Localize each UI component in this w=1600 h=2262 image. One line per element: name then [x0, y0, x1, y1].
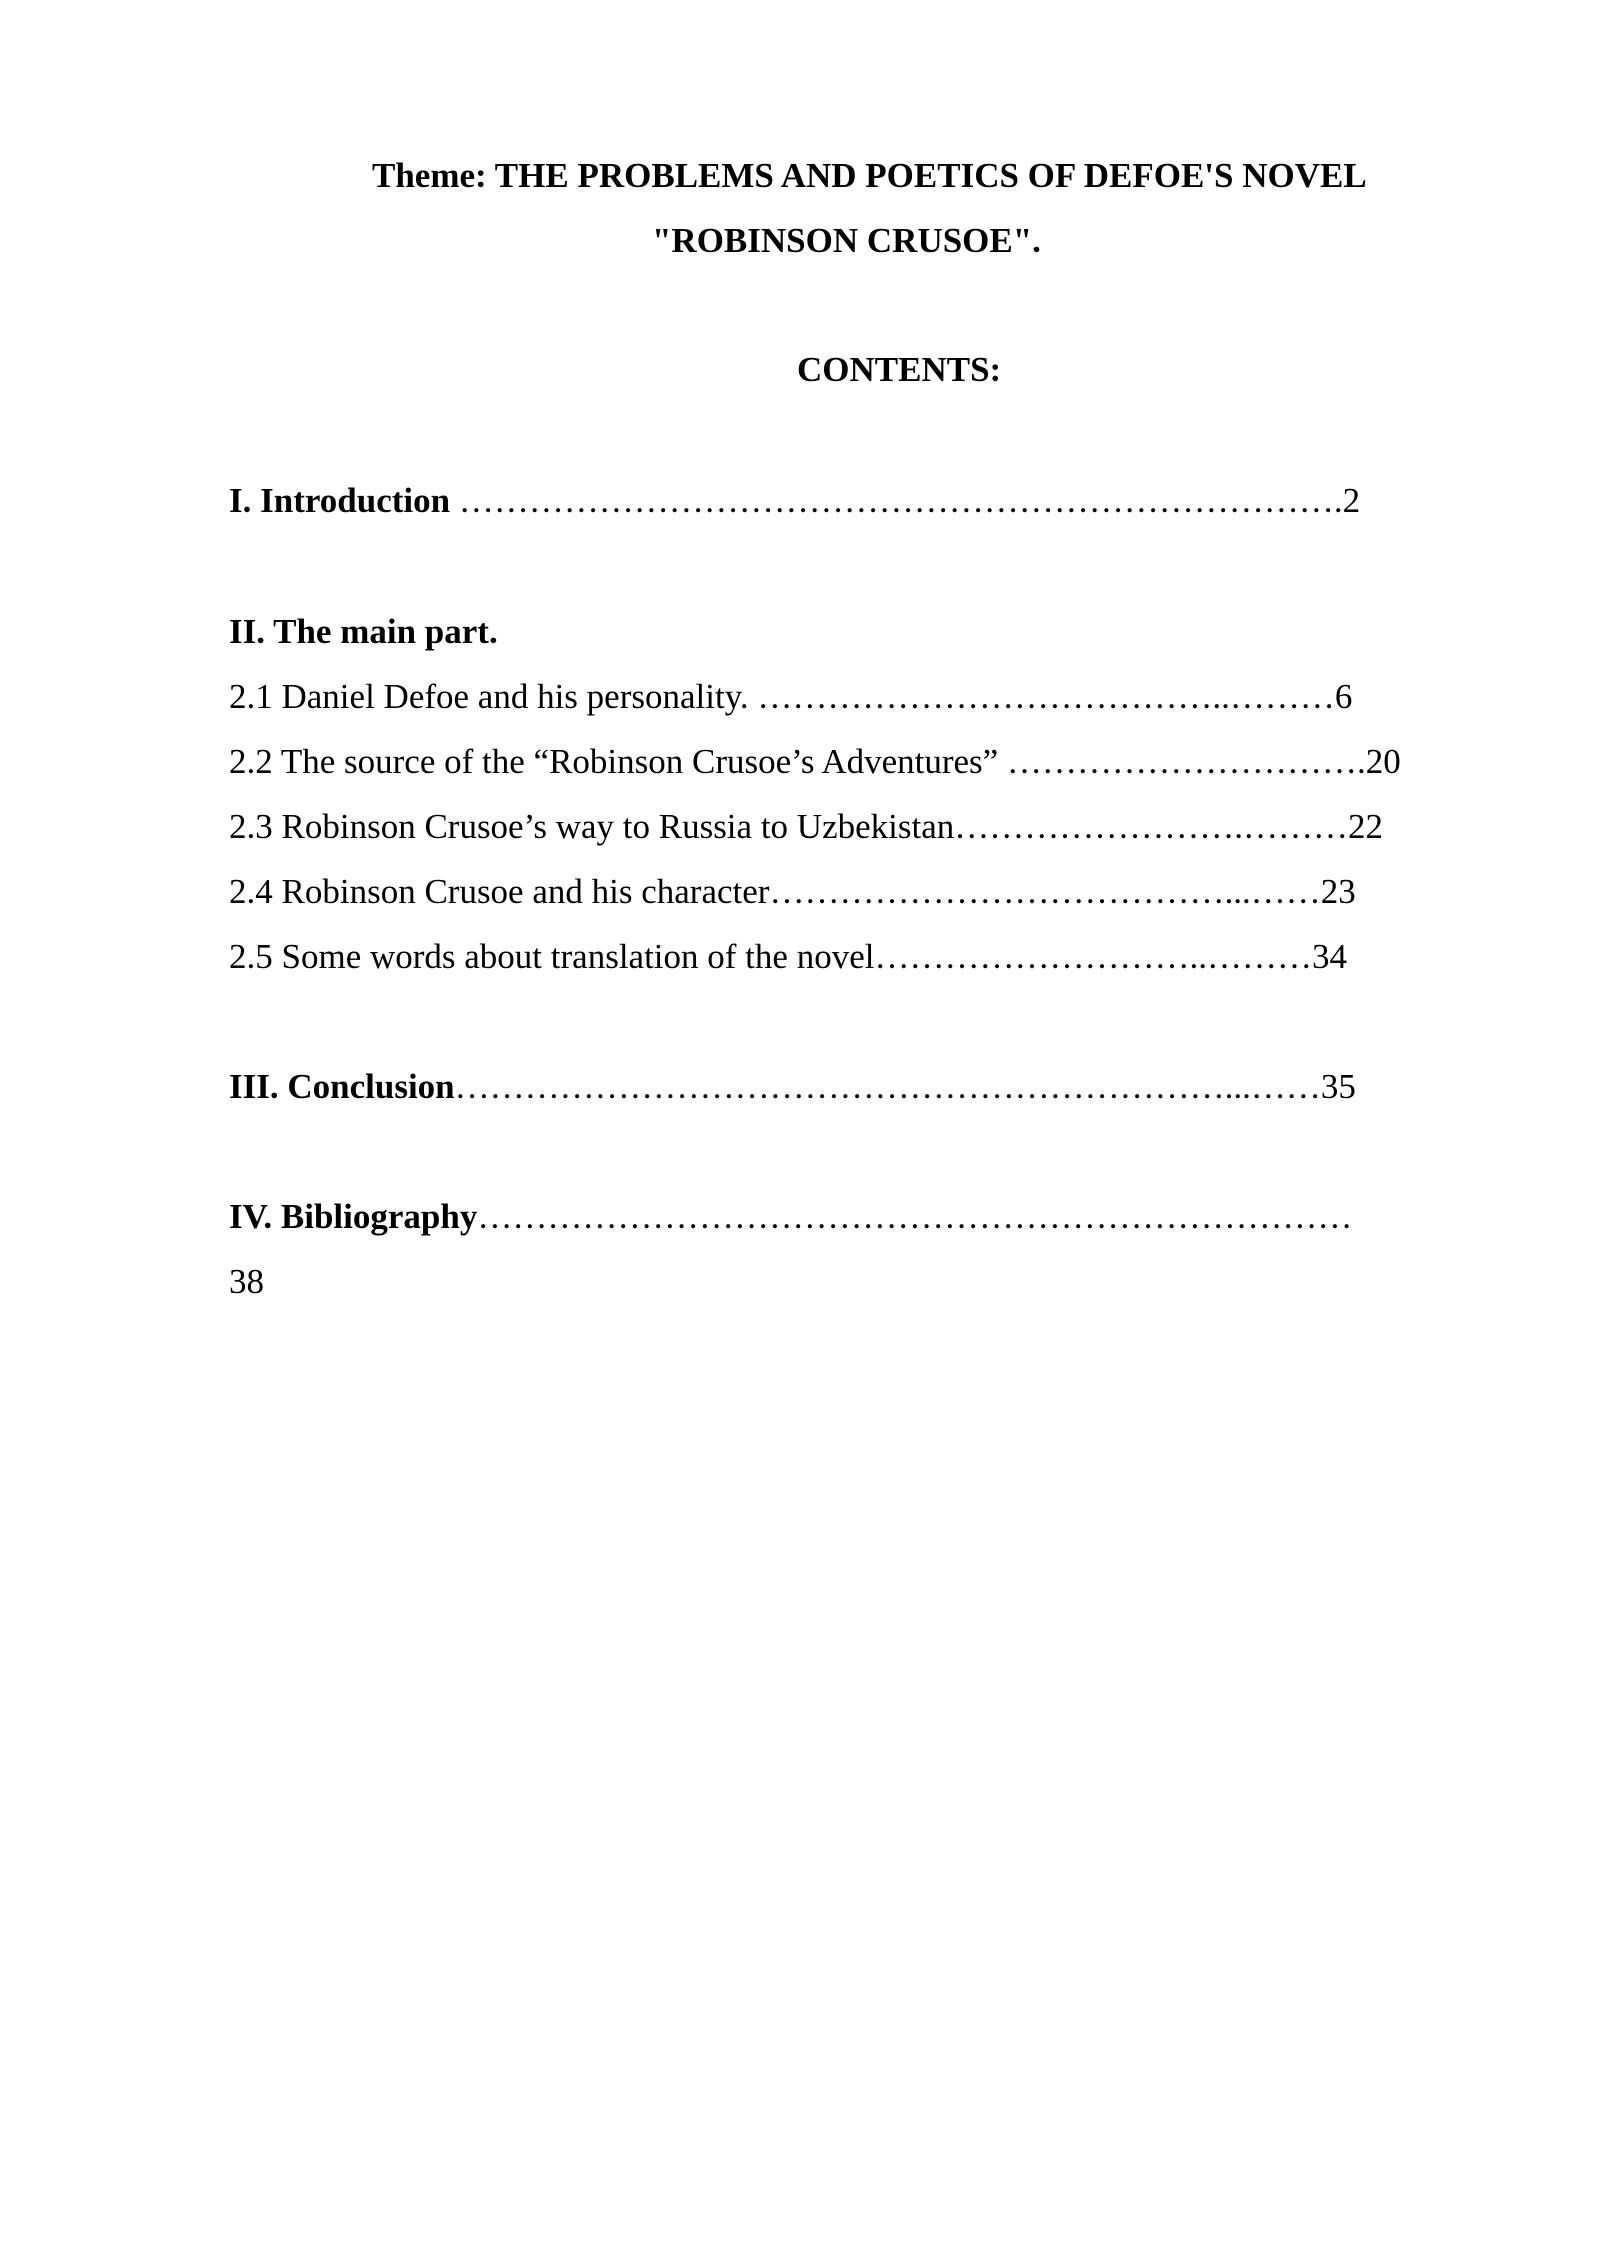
toc-page-number-bibliography: 38: [229, 1262, 264, 1301]
toc-entry-bibliography: [229, 1197, 1352, 1237]
toc-label: 2.1 Daniel Defoe and his personality.: [229, 677, 749, 716]
toc-leader: …………………….………: [954, 807, 1348, 846]
toc-leader: …………………………………..………: [748, 677, 1335, 716]
toc-heading-main-part: II. The main part.: [229, 612, 498, 651]
toc-label: III. Conclusion: [229, 1067, 455, 1106]
toc-label: I. Introduction: [229, 481, 451, 520]
toc-entry-2-3: [229, 807, 1383, 847]
toc-page-number: 23: [1320, 872, 1356, 911]
toc-label: 2.4 Robinson Crusoe and his character: [229, 872, 770, 911]
toc-entry-2-4: [229, 872, 1356, 912]
toc-entry-2-1: [229, 677, 1352, 717]
toc-leader: …………………………………...……: [769, 872, 1321, 911]
theme-title-line-1: Theme: THE PROBLEMS AND POETICS OF DEFOE'S NOVEL: [372, 156, 1367, 195]
toc-label: IV. Bibliography: [229, 1197, 478, 1236]
toc-page-number: 2: [1342, 481, 1361, 520]
toc-entry-2-5: [229, 937, 1347, 977]
toc-page-number: 34: [1311, 937, 1347, 976]
toc-leader: …………………………………………………………...……: [454, 1067, 1321, 1106]
toc-page-number: 20: [1365, 742, 1401, 781]
toc-page-number: 22: [1348, 807, 1383, 846]
toc-leader: ………………………………………………………………….: [450, 481, 1343, 520]
toc-entry-introduction: [229, 481, 1360, 521]
toc-leader: ………………………..………: [874, 937, 1312, 976]
toc-leader: …………………………………………………………………: [477, 1197, 1353, 1236]
toc-label: 2.5 Some words about translation of the novel: [229, 937, 875, 976]
toc-label: 2.2 The source of the “Robinson Crusoe’s Adventures”: [229, 742, 999, 781]
toc-leader: ………………………….: [998, 742, 1366, 781]
theme-title-line-2: "ROBINSON CRUSOE".: [652, 221, 1041, 260]
toc-label: 2.3 Robinson Crusoe’s way to Russia to Uzbekistan: [229, 807, 955, 846]
toc-entry-2-2: [229, 742, 1401, 782]
toc-page-number: 6: [1334, 677, 1353, 716]
toc-page-number: 35: [1320, 1067, 1356, 1106]
toc-entry-conclusion: [229, 1067, 1356, 1107]
contents-heading: CONTENTS:: [797, 350, 1002, 389]
